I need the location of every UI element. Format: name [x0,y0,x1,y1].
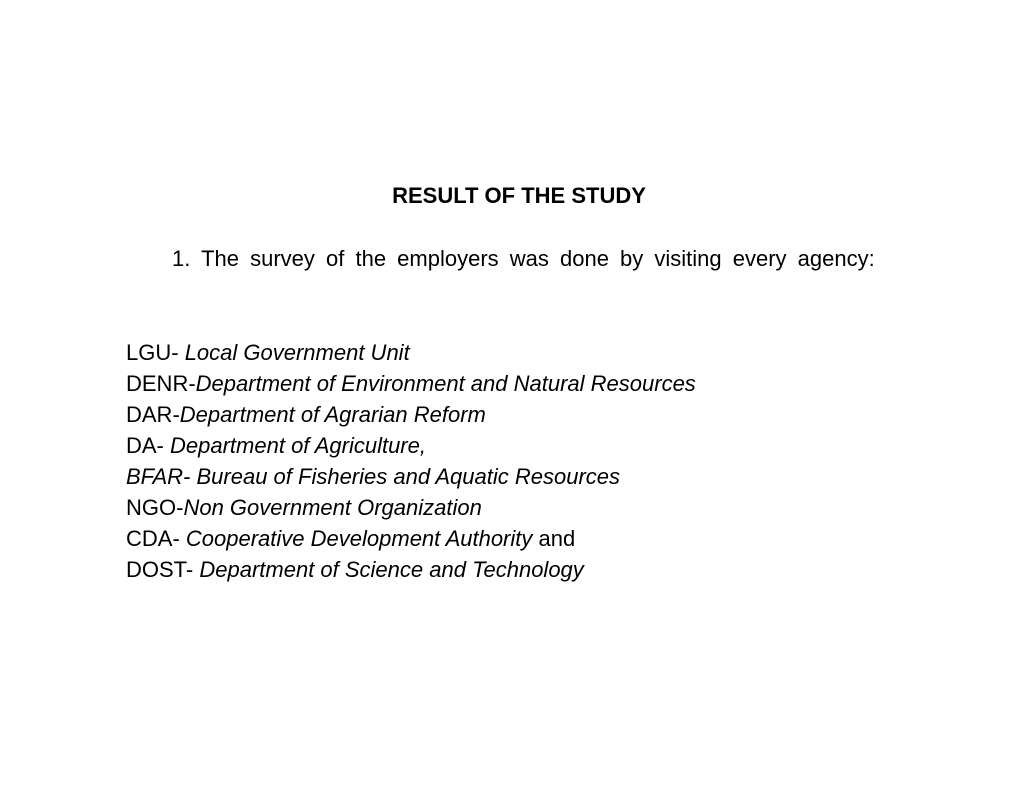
abbreviation-full-name: Bureau of Fisheries and Aquatic Resources [196,464,621,489]
numbered-item [172,244,913,274]
abbreviation-list [126,337,696,585]
abbreviation-full-name: Department of Environment and Natural Resources [195,371,696,396]
abbreviation-row [126,399,696,430]
abbreviation: DOST- [126,557,194,582]
abbreviation-row [126,554,696,585]
abbreviation-full-name: Department of Agrarian Reform [179,402,486,427]
abbreviation: DENR- [126,371,196,396]
abbreviation-row [126,461,696,492]
abbreviation-row [126,337,696,368]
item-number: 1. [172,246,191,271]
abbreviation-full-name: Local Government Unit [184,340,410,365]
abbreviation: BFAR- [126,464,191,489]
abbreviation-row: CDA- Cooperative Development Authority and [126,526,576,551]
abbreviation-row [126,492,696,523]
abbreviation-row [126,368,696,399]
abbreviation-full-name: Department of Agriculture, [170,433,426,458]
abbreviation-full-name: Department of Science and Technology [199,557,584,582]
abbreviation: CDA- [126,526,180,551]
abbreviation-row [126,430,696,461]
abbreviation-full-name: Cooperative Development Authority [185,526,533,551]
item-text: The survey of the employers was done by visiting every agency: [201,246,875,271]
abbreviation: DA- [126,433,164,458]
abbreviation: DAR- [126,402,180,427]
page-title: RESULT OF THE STUDY [392,183,646,208]
abbreviation: LGU- [126,340,179,365]
abbreviation-full-name: Non Government Organization [183,495,482,520]
abbreviation: NGO- [126,495,184,520]
